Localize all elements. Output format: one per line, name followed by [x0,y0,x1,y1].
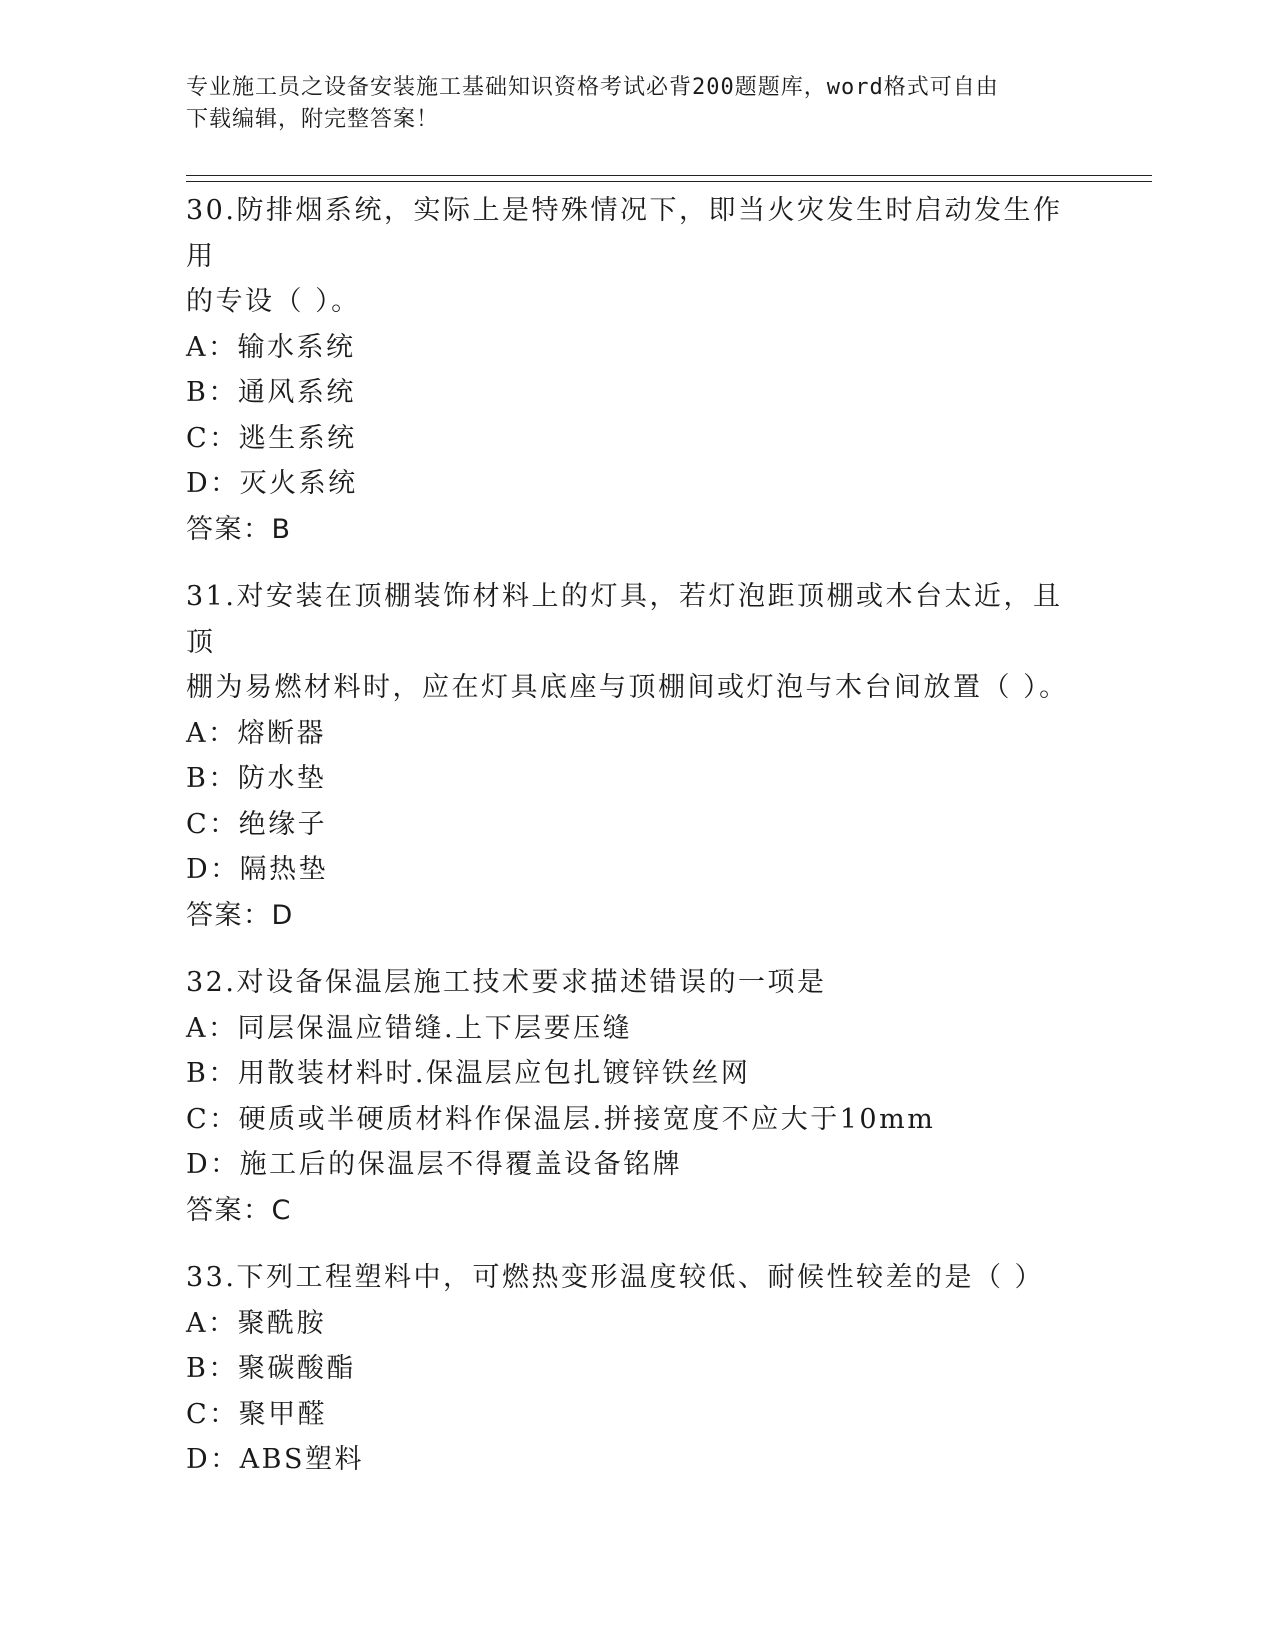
header-line-2: 下载编辑，附完整答案！ [186,107,440,132]
option-d: D：ABS塑料 [186,1444,364,1475]
option-c: C：聚甲醛 [186,1398,328,1430]
question-stem [186,574,1086,711]
option-a: A：同层保温应错缝.上下层要压缝 [186,1012,633,1044]
option-a: A：输水系统 [186,331,356,363]
question-stem-line: 31.对安装在顶棚装饰材料上的灯具，若灯泡距顶棚或木台太近，且顶 [186,581,1063,658]
question-stem-line: 33.下列工程塑料中，可燃热变形温度较低、耐候性较差的是（ ） [186,1262,1045,1293]
question-31 [186,574,1086,938]
option-d: D：施工后的保温层不得覆盖设备铭牌 [186,1149,683,1180]
question-stem [186,960,1086,1006]
header-line-1: 专业施工员之设备安装施工基础知识资格考试必背200题题库，word格式可自由 [186,75,999,100]
option-b: B：聚碳酸酯 [186,1353,356,1384]
answer: 答案：B [186,513,292,545]
option-c: C：硬质或半硬质材料作保温层.拼接宽度不应大于10mm [186,1103,936,1135]
question-33 [186,1255,1086,1483]
option-a: A：熔断器 [186,717,326,749]
answer: 答案：D [186,899,294,931]
question-stem-line: 32.对设备保温层施工技术要求描述错误的一项是 [186,967,827,998]
question-stem [186,188,1086,325]
option-c: C：绝缘子 [186,808,328,840]
option-b: B：通风系统 [186,377,356,408]
option-a: A：聚酰胺 [186,1307,326,1339]
option-b: B：用散装材料时.保温层应包扎镀锌铁丝网 [186,1058,751,1089]
answer: 答案：C [186,1194,292,1226]
question-list [186,188,1086,1505]
document-header [186,72,1066,136]
option-b: B：防水垫 [186,763,327,794]
question-32 [186,960,1086,1233]
option-c: C：逃生系统 [186,422,357,454]
question-30 [186,188,1086,552]
question-stem-line: 30.防排烟系统，实际上是特殊情况下，即当火灾发生时启动发生作用 [186,195,1063,272]
option-d: D：隔热垫 [186,854,329,885]
question-stem [186,1255,1086,1301]
question-stem-line: 的专设（ ）。 [186,286,361,317]
question-stem-line: 棚为易燃材料时，应在灯具底座与顶棚间或灯泡与木台间放置（ ）。 [186,672,1069,703]
header-divider-top [186,175,1152,176]
header-divider-bottom [186,181,1152,182]
option-d: D：灭火系统 [186,468,358,499]
